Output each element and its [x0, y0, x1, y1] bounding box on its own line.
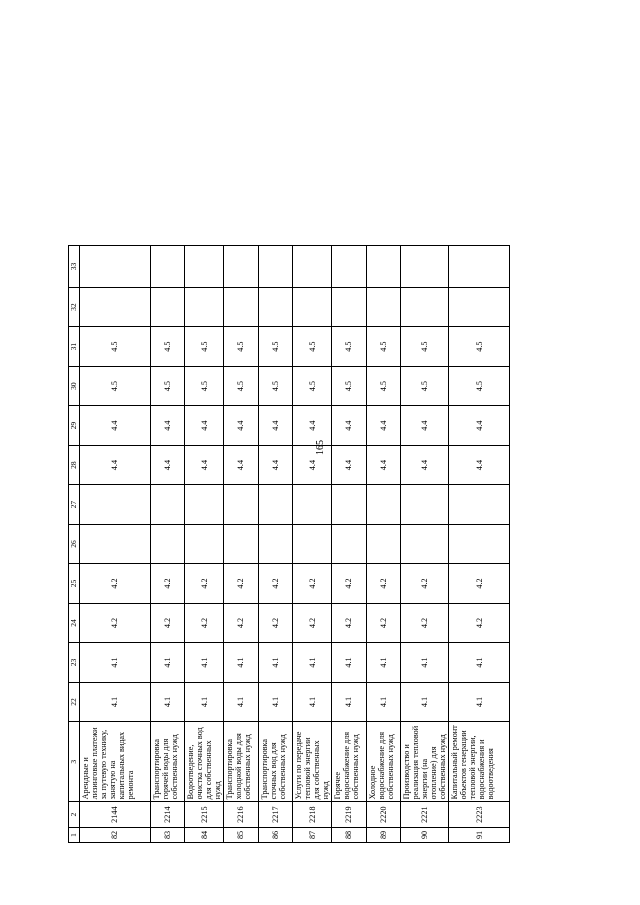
- cell-c25: 4.2: [400, 564, 448, 603]
- page-number-text: 165: [314, 440, 326, 455]
- cell-c29: 4.4: [400, 406, 448, 445]
- row-number: 85: [224, 827, 258, 842]
- cell-c31: 4.5: [80, 327, 151, 366]
- row-number: 90: [400, 827, 448, 842]
- row-number: 84: [184, 827, 223, 842]
- cell-c22: 4.1: [449, 682, 510, 721]
- cell-c24: 4.2: [80, 603, 151, 642]
- cell-c26: [400, 524, 448, 563]
- cell-c33: [400, 246, 448, 288]
- row-code: 2223: [449, 802, 510, 828]
- row-name: Холодное водоснабжение для собственных нужд: [366, 722, 400, 802]
- cell-c30: 4.5: [80, 366, 151, 405]
- cell-c32: [150, 287, 184, 326]
- cell-c33: [224, 246, 258, 288]
- cell-c29: 4.4: [80, 406, 151, 445]
- cell-c25: 4.2: [150, 564, 184, 603]
- cell-c28: 4.4: [80, 445, 151, 484]
- cell-c31: 4.5: [366, 327, 400, 366]
- row-number: 87: [292, 827, 331, 842]
- cell-c33: [80, 246, 151, 288]
- cell-c26: [184, 524, 223, 563]
- row-code: 2216: [224, 802, 258, 828]
- row-number: 91: [449, 827, 510, 842]
- cell-c29: 4.4: [224, 406, 258, 445]
- cell-c27: [184, 485, 223, 524]
- cell-c32: [292, 287, 331, 326]
- cell-c22: 4.1: [400, 682, 448, 721]
- cell-c26: [150, 524, 184, 563]
- cell-c30: 4.5: [400, 366, 448, 405]
- cell-c27: [80, 485, 151, 524]
- column-header: 30: [69, 366, 80, 405]
- cell-c33: [258, 246, 292, 288]
- cell-c23: 4.1: [400, 643, 448, 682]
- column-header: 28: [69, 445, 80, 484]
- cell-c29: 4.4: [184, 406, 223, 445]
- cell-c30: 4.5: [184, 366, 223, 405]
- cell-c30: 4.5: [449, 366, 510, 405]
- cell-c28: 4.4: [184, 445, 223, 484]
- cell-c29: 4.4: [150, 406, 184, 445]
- cell-c24: 4.2: [366, 603, 400, 642]
- row-code: 2144: [80, 802, 151, 828]
- cell-c33: [366, 246, 400, 288]
- cell-c28: 4.4: [150, 445, 184, 484]
- cell-c27: [224, 485, 258, 524]
- cell-c22: 4.1: [80, 682, 151, 721]
- row-number: 82: [80, 827, 151, 842]
- row-name: Услуги по передаче тепловой энергии для собственных нужд: [292, 722, 331, 802]
- cell-c22: 4.1: [366, 682, 400, 721]
- cell-c33: [292, 246, 331, 288]
- cell-c29: 4.4: [332, 406, 366, 445]
- row-code: 2214: [150, 802, 184, 828]
- cell-c26: [258, 524, 292, 563]
- row-number: 88: [332, 827, 366, 842]
- column-header: 33: [69, 246, 80, 288]
- cell-c30: 4.5: [150, 366, 184, 405]
- column-header: 26: [69, 524, 80, 563]
- table-row: [400, 246, 448, 843]
- table-row: [184, 246, 223, 843]
- column-header: 29: [69, 406, 80, 445]
- data-table: [68, 245, 510, 843]
- cell-c23: 4.1: [292, 643, 331, 682]
- cell-c27: [150, 485, 184, 524]
- cell-c22: 4.1: [332, 682, 366, 721]
- cell-c32: [184, 287, 223, 326]
- table-row: [292, 246, 331, 843]
- table-row: [224, 246, 258, 843]
- row-name: Транспортировка холодной воды для собственных нужд: [224, 722, 258, 802]
- cell-c22: 4.1: [184, 682, 223, 721]
- row-name: Горячее водоснабжение для собственных нужд: [332, 722, 366, 802]
- cell-c31: 4.5: [449, 327, 510, 366]
- cell-c29: 4.4: [292, 406, 331, 445]
- cell-c29: 4.4: [366, 406, 400, 445]
- cell-c27: [292, 485, 331, 524]
- cell-c28: 4.4: [332, 445, 366, 484]
- cell-c30: 4.5: [366, 366, 400, 405]
- cell-c26: [224, 524, 258, 563]
- row-code: 2217: [258, 802, 292, 828]
- cell-c26: [332, 524, 366, 563]
- table-row: [258, 246, 292, 843]
- row-name: Водоотведение, очистка сточных вод для собственных нужд: [184, 722, 223, 802]
- column-header: 32: [69, 287, 80, 326]
- cell-c24: 4.2: [400, 603, 448, 642]
- column-header: 1: [69, 827, 80, 842]
- table-row: [150, 246, 184, 843]
- cell-c27: [449, 485, 510, 524]
- cell-c32: [332, 287, 366, 326]
- cell-c26: [80, 524, 151, 563]
- table-row: [449, 246, 510, 843]
- cell-c29: 4.4: [258, 406, 292, 445]
- cell-c30: 4.5: [332, 366, 366, 405]
- row-code: 2221: [400, 802, 448, 828]
- row-name: Капитальный ремонт объектов генерации тепловой энергии, водоснабжения и водоотведения: [449, 722, 510, 802]
- cell-c25: 4.2: [332, 564, 366, 603]
- cell-c24: 4.2: [292, 603, 331, 642]
- cell-c31: 4.5: [400, 327, 448, 366]
- row-number: 83: [150, 827, 184, 842]
- cell-c30: 4.5: [224, 366, 258, 405]
- cell-c31: 4.5: [224, 327, 258, 366]
- row-name: Транспортировка горячей воды для собственных нужд: [150, 722, 184, 802]
- cell-c27: [400, 485, 448, 524]
- row-name: Производство и реализация тепловой энергии (на отопление) для собственных нужд: [400, 722, 448, 802]
- cell-c23: 4.1: [224, 643, 258, 682]
- cell-c28: 4.4: [400, 445, 448, 484]
- cell-c31: 4.5: [150, 327, 184, 366]
- cell-c31: 4.5: [258, 327, 292, 366]
- cell-c24: 4.2: [258, 603, 292, 642]
- cell-c25: 4.2: [184, 564, 223, 603]
- cell-c24: 4.2: [224, 603, 258, 642]
- cell-c28: 4.4: [449, 445, 510, 484]
- cell-c32: [80, 287, 151, 326]
- cell-c30: 4.5: [292, 366, 331, 405]
- row-number: 86: [258, 827, 292, 842]
- row-name: Арендные и лизинговые платежи за путевую технику, занятую на капитальных видах ремонта: [80, 722, 151, 802]
- column-header: 31: [69, 327, 80, 366]
- cell-c28: 4.4: [258, 445, 292, 484]
- cell-c22: 4.1: [258, 682, 292, 721]
- cell-c32: [449, 287, 510, 326]
- cell-c33: [332, 246, 366, 288]
- cell-c32: [400, 287, 448, 326]
- column-header: 23: [69, 643, 80, 682]
- cell-c24: 4.2: [332, 603, 366, 642]
- cell-c32: [366, 287, 400, 326]
- cell-c23: 4.1: [184, 643, 223, 682]
- cell-c27: [366, 485, 400, 524]
- cell-c31: 4.5: [292, 327, 331, 366]
- table-row: [366, 246, 400, 843]
- cell-c22: 4.1: [224, 682, 258, 721]
- cell-c31: 4.5: [184, 327, 223, 366]
- cell-c22: 4.1: [150, 682, 184, 721]
- cell-c28: 4.4: [366, 445, 400, 484]
- cell-c25: 4.2: [292, 564, 331, 603]
- column-header: 3: [69, 722, 80, 802]
- cell-c30: 4.5: [258, 366, 292, 405]
- table-row: [332, 246, 366, 843]
- cell-c26: [366, 524, 400, 563]
- table-row: [80, 246, 151, 843]
- cell-c28: 4.4: [224, 445, 258, 484]
- cell-c24: 4.2: [449, 603, 510, 642]
- cell-c33: [184, 246, 223, 288]
- row-number: 89: [366, 827, 400, 842]
- column-header: 24: [69, 603, 80, 642]
- cell-c23: 4.1: [332, 643, 366, 682]
- header-row: [69, 246, 80, 843]
- cell-c25: 4.2: [258, 564, 292, 603]
- rotated-table-container: [68, 245, 510, 843]
- row-name: Транспортировка сточных вод для собственных нужд: [258, 722, 292, 802]
- cell-c23: 4.1: [366, 643, 400, 682]
- column-header: 2: [69, 802, 80, 828]
- cell-c31: 4.5: [332, 327, 366, 366]
- cell-c24: 4.2: [150, 603, 184, 642]
- cell-c32: [224, 287, 258, 326]
- cell-c23: 4.1: [449, 643, 510, 682]
- cell-c26: [292, 524, 331, 563]
- row-code: 2218: [292, 802, 331, 828]
- cell-c26: [449, 524, 510, 563]
- row-code: 2215: [184, 802, 223, 828]
- cell-c25: 4.2: [366, 564, 400, 603]
- cell-c29: 4.4: [449, 406, 510, 445]
- cell-c23: 4.1: [150, 643, 184, 682]
- cell-c33: [150, 246, 184, 288]
- row-code: 2220: [366, 802, 400, 828]
- cell-c25: 4.2: [449, 564, 510, 603]
- cell-c27: [258, 485, 292, 524]
- cell-c23: 4.1: [80, 643, 151, 682]
- column-header: 27: [69, 485, 80, 524]
- column-header: 22: [69, 682, 80, 721]
- row-code: 2219: [332, 802, 366, 828]
- column-header: 25: [69, 564, 80, 603]
- cell-c28: 4.4: [292, 445, 331, 484]
- cell-c32: [258, 287, 292, 326]
- cell-c33: [449, 246, 510, 288]
- cell-c24: 4.2: [184, 603, 223, 642]
- cell-c25: 4.2: [80, 564, 151, 603]
- cell-c23: 4.1: [258, 643, 292, 682]
- cell-c27: [332, 485, 366, 524]
- cell-c22: 4.1: [292, 682, 331, 721]
- cell-c25: 4.2: [224, 564, 258, 603]
